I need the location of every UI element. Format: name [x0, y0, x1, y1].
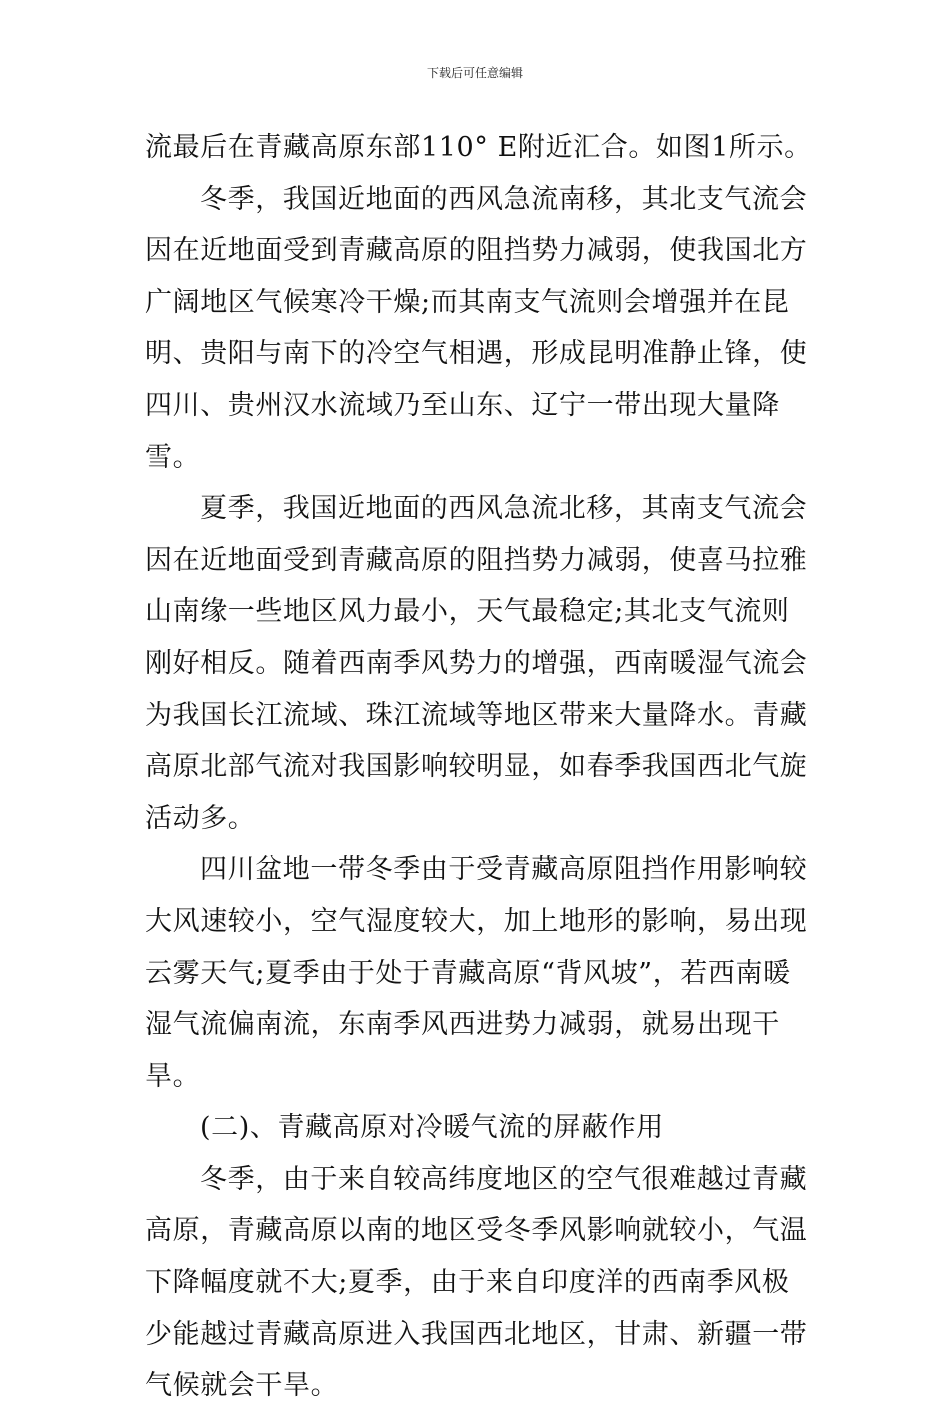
paragraph-winter-westerly: 冬季，我国近地面的西风急流南移，其北支气流会因在近地面受到青藏高原的阻挡势力减弱，使我国北方广阔地区气候寒冷干燥;而其南支气流则会增强并在昆明、贵阳与南下的冷空气相遇，形成昆明准静止锋，使四川、贵州汉水流域乃至山东、辽宁一带出现大量降雪。 [145, 183, 808, 473]
document-body [145, 122, 813, 1412]
paragraph-sichuan-basin: 四川盆地一带冬季由于受青藏高原阻挡作用影响较大风速较小，空气湿度较大，加上地形的影响，易出现云雾天气;夏季由于处于青藏高原“背风坡”，若西南暖湿气流偏南流，东南季风西进势力减弱，就易出现干旱。 [145, 854, 808, 1092]
section-heading: (二)、青藏高原对冷暖气流的屏蔽作用 [200, 1112, 664, 1144]
paragraph-shielding-effect: 冬季，由于来自较高纬度地区的空气很难越过青藏高原，青藏高原以南的地区受冬季风影响就较小，气温下降幅度就不大;夏季，由于来自印度洋的西南季风极少能越过青藏高原进入我国西北地区，甘肃、新疆一带气候就会干旱。 [145, 1163, 808, 1402]
paragraph-continuation: 流最后在青藏高原东部110° E附近汇合。如图1所示。 [145, 132, 812, 163]
paragraph-summer-westerly: 夏季，我国近地面的西风急流北移，其南支气流会因在近地面受到青藏高原的阻挡势力减弱，使喜马拉雅山南缘一些地区风力最小，天气最稳定;其北支气流则刚好相反。随着西南季风势力的增强，西南暖湿气流会为我国长江流域、珠江流域等地区带来大量降水。青藏高原北部气流对我国影响较明显，如春季我国西北气旋活动多。 [145, 493, 808, 834]
page-header-note: 下载后可任意编辑 [426, 66, 523, 80]
